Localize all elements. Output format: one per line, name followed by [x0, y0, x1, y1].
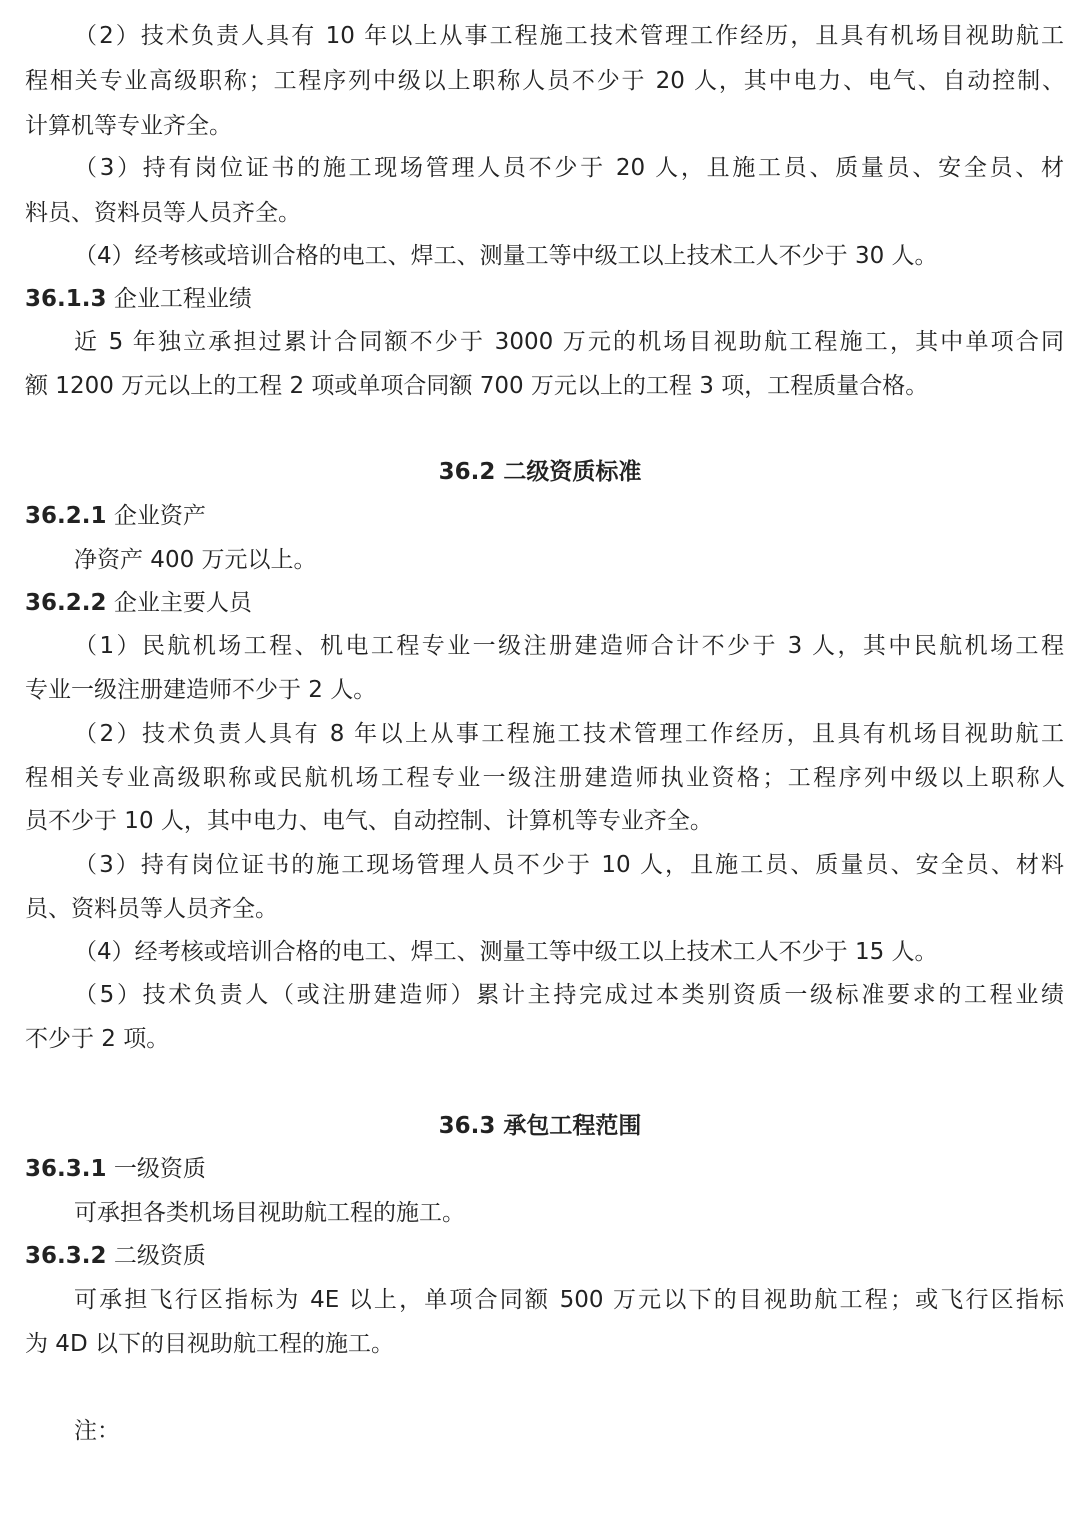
- paragraph-line: （3）持有岗位证书的施工现场管理人员不少于 20 人，且施工员、质量员、安全员、材: [74, 155, 1064, 181]
- subsection-number: 36.3.2: [25, 1243, 107, 1269]
- subsection-number: 36.1.3: [25, 286, 107, 312]
- subsection-title: 企业资产: [113, 503, 206, 529]
- subsection-title: 二级资质: [113, 1243, 206, 1269]
- paragraph-line: （5）技术负责人（或注册建造师）累计主持完成过本类别资质一级标准要求的工程业绩: [74, 982, 1064, 1008]
- subsection-heading: [25, 581, 252, 625]
- paragraph-line: 不少于 2 项。: [25, 1026, 170, 1052]
- subsection-heading: [25, 277, 252, 321]
- paragraph-line: 近 5 年独立承担过累计合同额不少于 3000 万元的机场目视助航工程施工，其中单项合同: [74, 329, 1064, 355]
- paragraph-line: 员不少于 10 人，其中电力、电气、自动控制、计算机等专业齐全。: [25, 808, 713, 834]
- paragraph-line: （4）经考核或培训合格的电工、焊工、测量工等中级工以上技术工人不少于 30 人。: [74, 243, 938, 269]
- subsection-number: 36.3.1: [25, 1156, 107, 1182]
- paragraph-line: 额 1200 万元以上的工程 2 项或单项合同额 700 万元以上的工程 3 项，工程质量合格。: [25, 373, 929, 399]
- paragraph-line: 计算机等专业齐全。: [25, 113, 232, 139]
- paragraph-line: 程相关专业高级职称；工程序列中级以上职称人员不少于 20 人，其中电力、电气、自动控制、: [25, 68, 1065, 94]
- paragraph-line: 可承担各类机场目视助航工程的施工。: [74, 1200, 465, 1226]
- paragraph-line: 净资产 400 万元以上。: [74, 547, 317, 573]
- paragraph-line: （3）持有岗位证书的施工现场管理人员不少于 10 人，且施工员、质量员、安全员、材料: [74, 852, 1064, 878]
- subsection-heading: [25, 494, 206, 538]
- paragraph-line: （1）民航机场工程、机电工程专业一级注册建造师合计不少于 3 人，其中民航机场工程: [74, 633, 1064, 659]
- subsection-heading: [25, 1147, 206, 1191]
- paragraph-line: （2）技术负责人具有 10 年以上从事工程施工技术管理工作经历，且具有机场目视助航工: [74, 23, 1064, 49]
- paragraph-line: （4）经考核或培训合格的电工、焊工、测量工等中级工以上技术工人不少于 15 人。: [74, 939, 938, 965]
- section-heading: 36.3 承包工程范围: [438, 1113, 642, 1139]
- paragraph-line: 可承担飞行区指标为 4E 以上，单项合同额 500 万元以下的目视助航工程；或飞行区指标: [74, 1287, 1064, 1313]
- subsection-title: 一级资质: [113, 1156, 206, 1182]
- subsection-title: 企业主要人员: [113, 590, 252, 616]
- subsection-number: 36.2.1: [25, 503, 107, 529]
- paragraph-line: 专业一级注册建造师不少于 2 人。: [25, 677, 377, 703]
- paragraph-line: 员、资料员等人员齐全。: [25, 896, 278, 922]
- subsection-title: 企业工程业绩: [113, 286, 252, 312]
- paragraph-line: （2）技术负责人具有 8 年以上从事工程施工技术管理工作经历，且具有机场目视助航工: [74, 721, 1064, 747]
- section-heading: 36.2 二级资质标准: [438, 459, 642, 485]
- subsection-number: 36.2.2: [25, 590, 107, 616]
- paragraph-line: 为 4D 以下的目视助航工程的施工。: [25, 1331, 394, 1357]
- paragraph-line: 料员、资料员等人员齐全。: [25, 200, 301, 226]
- subsection-heading: [25, 1234, 206, 1278]
- note-label: 注：: [74, 1418, 120, 1444]
- paragraph-line: 程相关专业高级职称或民航机场工程专业一级注册建造师执业资格；工程序列中级以上职称人: [25, 765, 1065, 791]
